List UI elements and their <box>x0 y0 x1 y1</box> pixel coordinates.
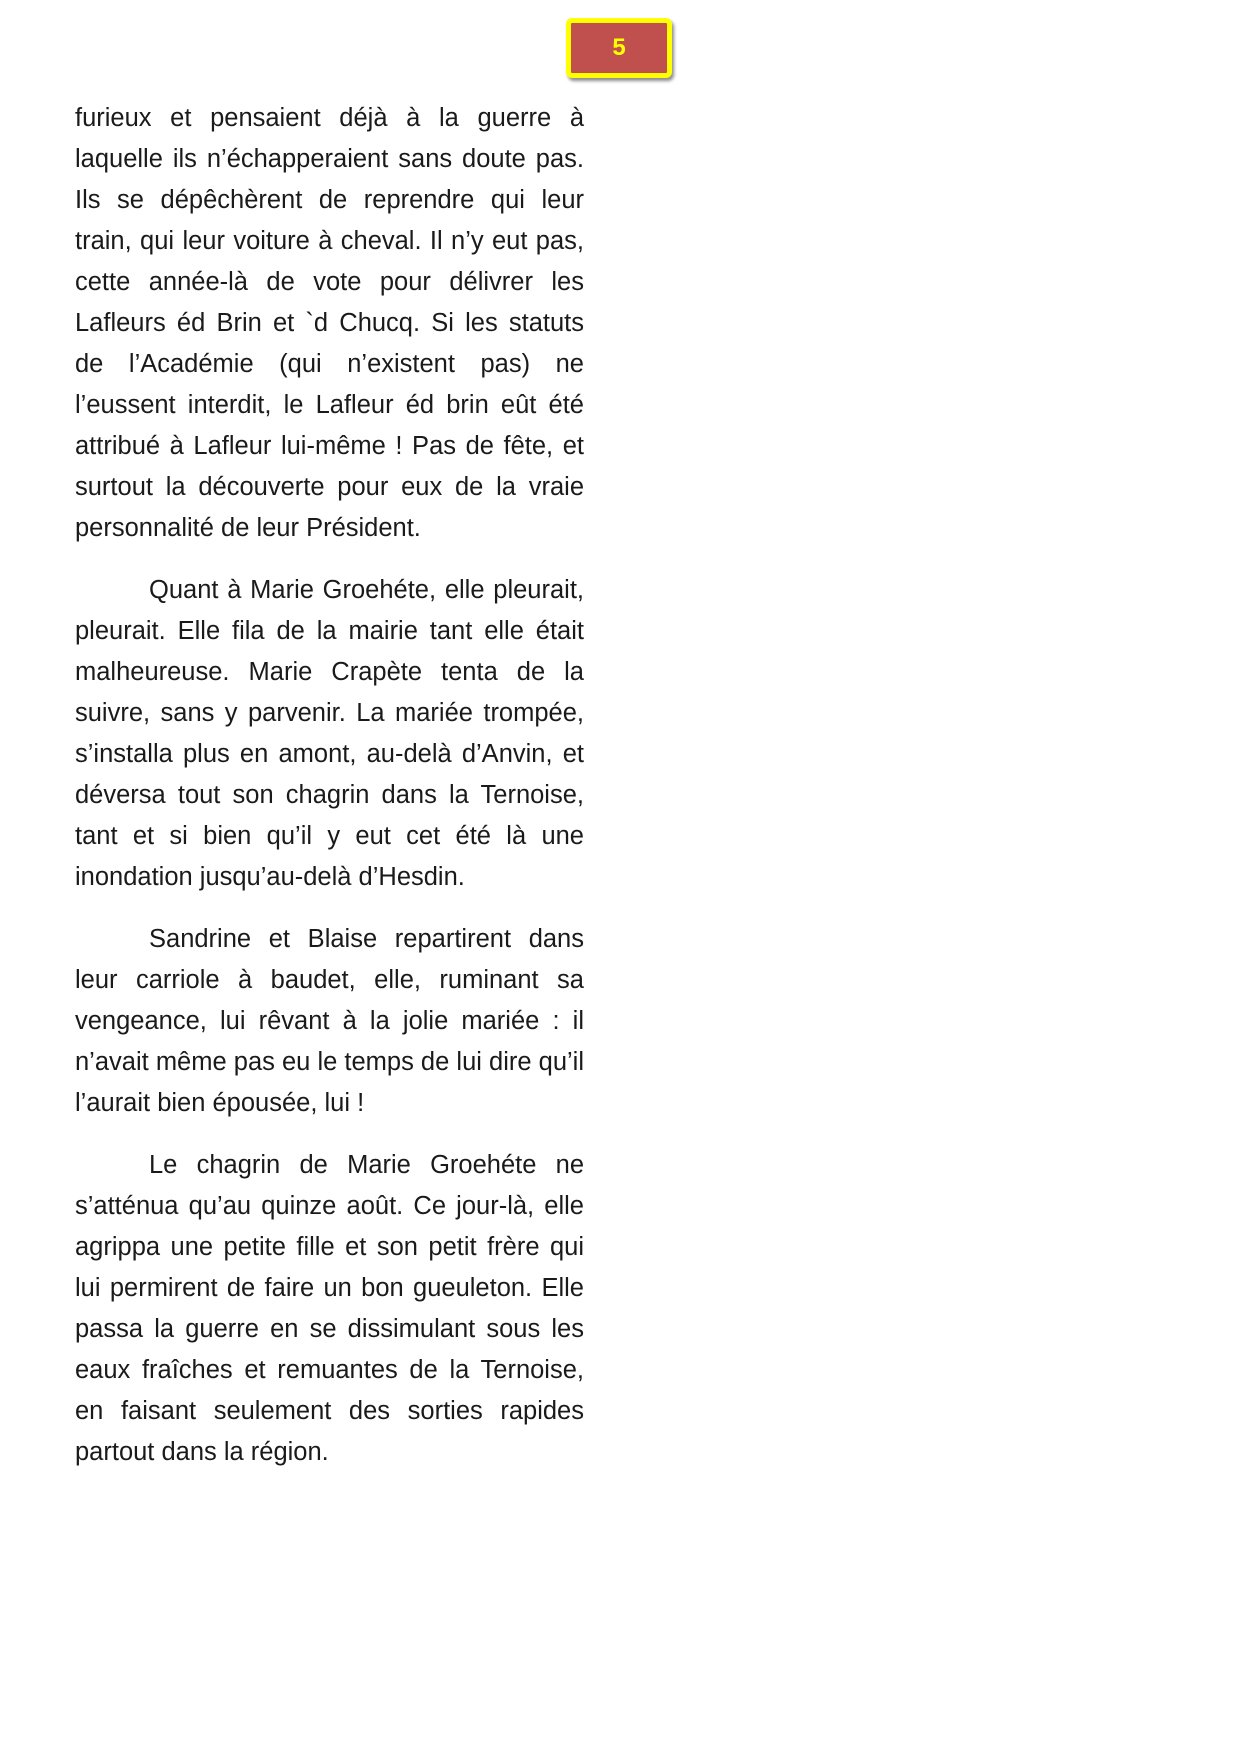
paragraph-marie-groehete-cries: Quant à Marie Groehéte, elle pleurait, pleurait. Elle fila de la mairie tant elle était malheureuse. Marie Crapète tenta de la suivre, sans y parvenir. La mariée trompée, s’installa plus en amont, au-delà d’Anvin, et déversa tout son chagrin dans la Ternoise, tant et si bien qu’il y eut cet été là une inondation jusqu’au-delà d’Hesdin. <box>75 576 584 891</box>
paragraph-continued: furieux et pensaient déjà à la guerre à laquelle ils n’échapperaient sans doute pas. Ils se dépêchèrent de reprendre qui leur train, qui leur voiture à cheval. Il n’y eut pas, cette année-là de vote pour délivrer les Lafleurs éd Brin et `d Chucq. Si les statuts de l’Académie (qui n’existent pas) ne l’eussent interdit, le Lafleur éd brin eût été attribué à Lafleur lui-même ! Pas de fête, et surtout la découverte pour eux de la vraie personnalité de leur Président. <box>75 104 584 542</box>
paragraph-chagrin-ends: Le chagrin de Marie Groehéte ne s’atténua qu’au quinze août. Ce jour-là, elle agrippa une petite fille et son petit frère qui lui permirent de faire un bon gueuleton. Elle passa la guerre en se dissimulant sous les eaux fraîches et remuantes de la Ternoise, en faisant seulement des sorties rapides partout dans la région. <box>75 1151 584 1466</box>
page-number: 5 <box>612 34 626 61</box>
paragraph-sandrine-blaise: Sandrine et Blaise repartirent dans leur carriole à baudet, elle, ruminant sa vengeance, lui rêvant à la jolie mariée : il n’avait même pas eu le temps de lui dire qu’il l’aurait bien épousée, lui ! <box>75 925 584 1117</box>
body-text-column <box>75 98 584 1494</box>
page-number-badge <box>566 18 672 78</box>
